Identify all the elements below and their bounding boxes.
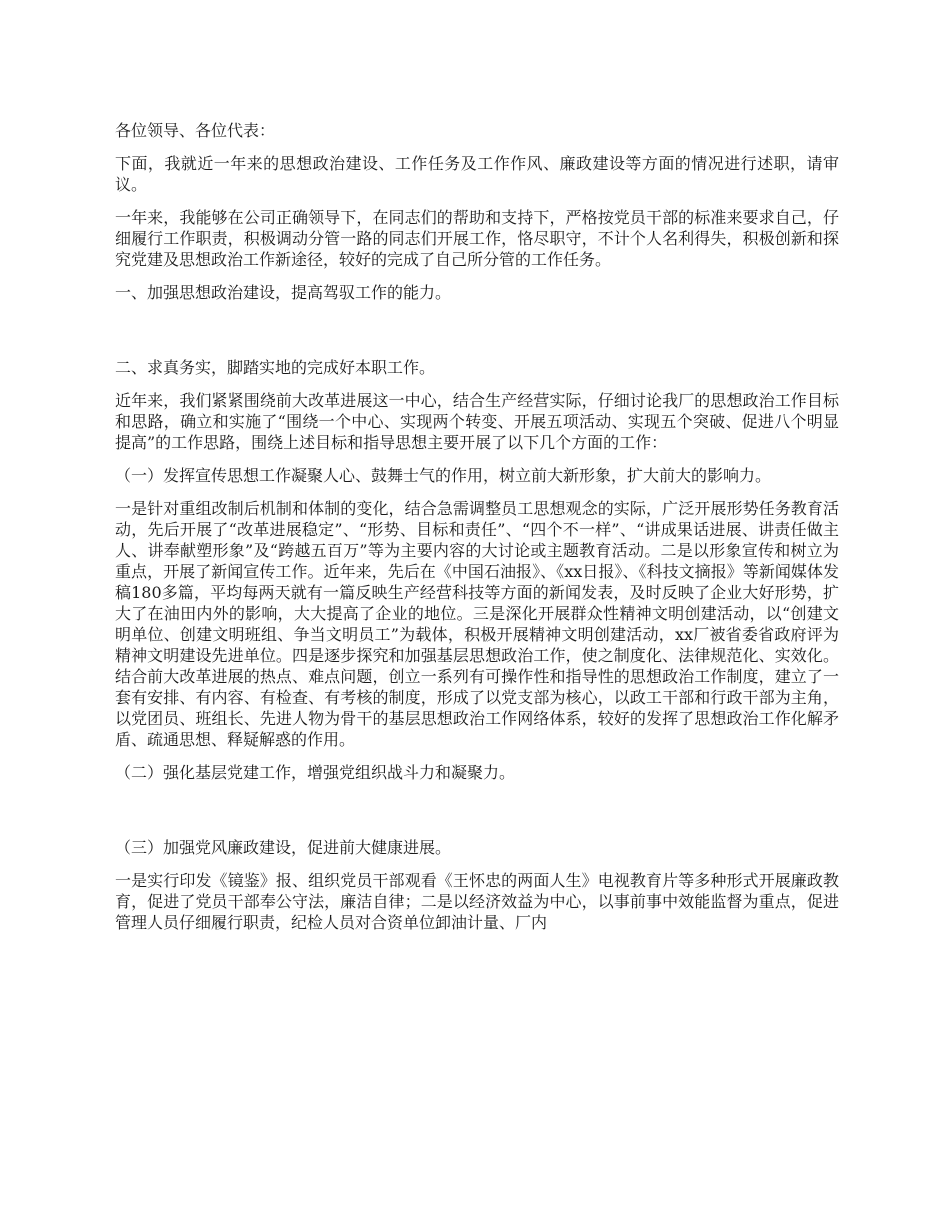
section-heading-1: 一、加强思想政治建设，提高驾驭工作的能力。 <box>115 283 452 302</box>
subsection-heading-1: （一）发挥宣传思想工作凝聚人心、鼓舞士气的作用，树立前大新形象，扩大前大的影响力。 <box>115 466 772 485</box>
document-body <box>115 120 839 945</box>
paragraph-work-approach: 近年来，我们紧紧围绕前大改革进展这一中心，结合生产经营实际，仔细讨论我厂的思想政治工作目标和思路，确立和实施了“围绕一个中心、实现两个转变、开展五项活动、实现五个突破、促进八个明显提高”的工作思路，围绕上述目标和指导思想主要开展了以下几个方面的工作： <box>115 391 839 452</box>
section-heading-2: 二、求真务实，脚踏实地的完成好本职工作。 <box>115 358 436 377</box>
paragraph-intro: 下面，我就近一年来的思想政治建设、工作任务及工作作风、廉政建设等方面的情况进行述职，请审议。 <box>115 154 839 194</box>
paragraph-integrity-work: 一是实行印发《镜鉴》报、组织党员干部观看《王怀忠的两面人生》电视教育片等多种形式开展廉政教育，促进了党员干部奉公守法，廉洁自律；二是以经济效益为中心，以事前事中效能监督为重点，促进管理人员仔细履行职责，纪检人员对合资单位卸油计量、厂内 <box>115 871 839 932</box>
subsection-heading-3: （三）加强党风廉政建设，促进前大健康进展。 <box>115 838 452 857</box>
paragraph-propaganda-work: 一是针对重组改制后机制和体制的变化，结合急需调整员工思想观念的实际，广泛开展形势任务教育活动，先后开展了“改革进展稳定”、“形势、目标和责任”、“四个不一样”、“讲成果话进展、讲责任做主人、讲奉献塑形象”及“跨越五百万”等为主要内容的大讨论或主题教育活动。二是以形象宣传和树立为重点，开展了新闻宣传工作。近年来，先后在《中国石油报》、《xx日报》、《科技文摘报》等新闻媒体发稿180多篇，平均每两天就有一篇反映生产经营科技等方面的新闻发表，及时反映了企业大好形势，扩大了在油田内外的影响，大大提高了企业的地位。三是深化开展群众性精神文明创建活动，以“创建文明单位、创建文明班组、争当文明员工”为载体，积极开展精神文明创建活动，xx厂被省委省政府评为精神文明建设先进单位。四是逐步探究和加强基层思想政治工作，使之制度化、法律规范化、实效化。结合前大改革进展的热点、难点问题，创立一系列有可操作性和指导性的思想政治工作制度，建立了一套有安排、有内容、有检查、有考核的制度，形成了以党支部为核心，以政工干部和行政干部为主角，以党团员、班组长、先进人物为骨干的基层思想政治工作网络体系，较好的发挥了思想政治工作化解矛盾、疏通思想、释疑解惑的作用。 <box>115 499 839 749</box>
greeting: 各位领导、各位代表： <box>115 121 276 140</box>
paragraph-overview: 一年来，我能够在公司正确领导下，在同志们的帮助和支持下，严格按党员干部的标准来要求自己，仔细履行工作职责，积极调动分管一路的同志们开展工作，恪尽职守，不计个人名利得失，积极创新和探究党建及思想政治工作新途径，较好的完成了自己所分管的工作任务。 <box>115 208 839 269</box>
subsection-heading-2: （二）强化基层党建工作，增强党组织战斗力和凝聚力。 <box>115 763 516 782</box>
